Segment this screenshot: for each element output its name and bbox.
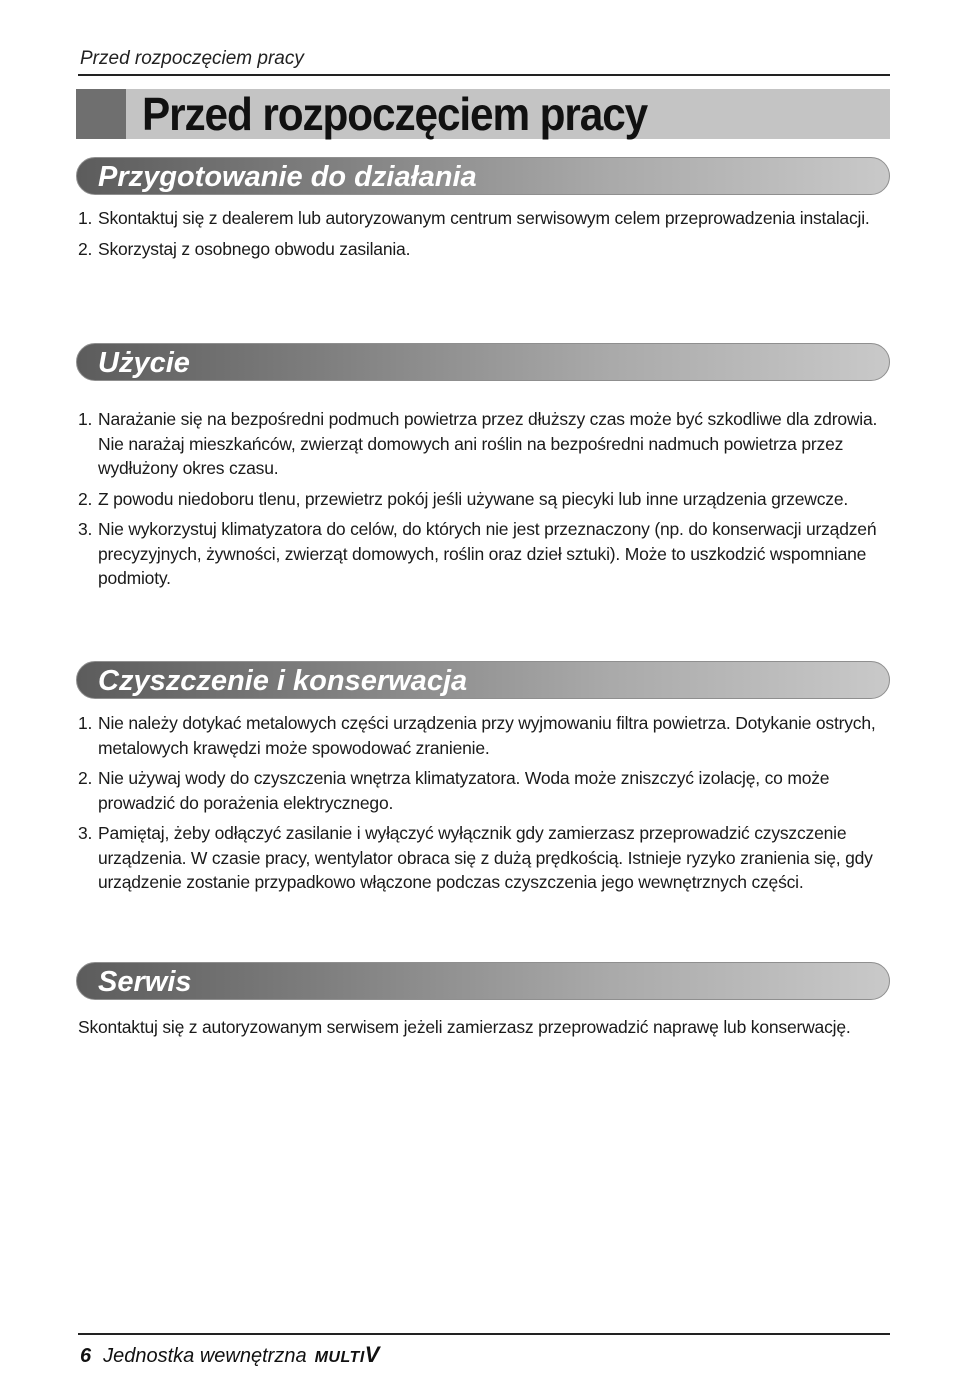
multi-v-logo: MULTIV: [314, 1342, 380, 1367]
list-item: 1. Skontaktuj się z dealerem lub autoryzowanym centrum serwisowym celem przeprowadzenia instalacji.: [78, 208, 870, 228]
header-rule: [78, 74, 890, 76]
title-marker-block: [76, 89, 126, 139]
page-title-bar: [76, 89, 890, 139]
section-title: Czyszczenie i konserwacja: [98, 665, 468, 697]
page-title: Przed rozpoczęciem pracy: [142, 88, 648, 140]
list-item: 2. Nie używaj wody do czyszczenia wnętrza klimatyzatora. Woda może zniszczyć izolację, co może prowadzić do porażenia elektrycznego.: [78, 768, 830, 813]
running-header: Przed rozpoczęciem pracy: [80, 48, 304, 69]
list-item: 1. Nie należy dotykać metalowych części urządzenia przy wyjmowaniu filtra powietrza. Dotykanie ostrych, metalowych krawędzi może spowodować zranienie.: [78, 713, 876, 758]
page-footer: [80, 1342, 380, 1368]
section-title: Użycie: [98, 347, 190, 379]
list-item: 2. Z powodu niedoboru tlenu, przewietrz pokój jeśli używane są piecyki lub inne urządzenia grzewcze.: [78, 488, 849, 509]
section-title: Serwis: [98, 966, 192, 998]
footer-rule: [78, 1333, 890, 1335]
section-header-preparation: [76, 157, 890, 195]
list-item: 3. Pamiętaj, żeby odłączyć zasilanie i wyłączyć wyłącznik gdy zamierzasz przeprowadzić czyszczenie urządzenia. W czasie pracy, wentylator obraca się z dużą prędkością. Istnieje ryzyko zranienia się, gdy urządzenie zostanie przypadkowo włączone podczas czyszczenia jego wewnętrznych części.: [78, 823, 873, 892]
footer-text: Jednostka wewnętrzna: [103, 1345, 307, 1367]
list-item: 3. Nie wykorzystuj klimatyzatora do celów, do których nie jest przeznaczony (np. do konserwacji urządzeń precyzyjnych, żywności, zwierząt domowych, roślin oraz dzieł sztuki). Może to uszkodzić wspomniane podmioty.: [78, 519, 877, 588]
usage-list: [78, 407, 890, 597]
list-item: 1. Narażanie się na bezpośredni podmuch powietrza przez dłuższy czas może być szkodliwe dla zdrowia. Nie narażaj mieszkańców, zwierząt domowych ani roślin na bezpośredni nadmuch powietrza przez wydłużony okres czasu.: [78, 409, 878, 478]
preparation-list: [78, 206, 890, 267]
page-number: 6: [80, 1345, 92, 1367]
section-header-service: [76, 962, 890, 1000]
section-title: Przygotowanie do działania: [98, 161, 477, 193]
section-header-cleaning: [76, 661, 890, 699]
cleaning-list: [78, 711, 890, 901]
list-item: 2. Skorzystaj z osobnego obwodu zasilania.: [78, 238, 411, 259]
service-paragraph: Skontaktuj się z autoryzowanym serwisem jeżeli zamierzasz przeprowadzić naprawę lub konserwację.: [78, 1017, 851, 1037]
section-header-usage: [76, 343, 890, 381]
